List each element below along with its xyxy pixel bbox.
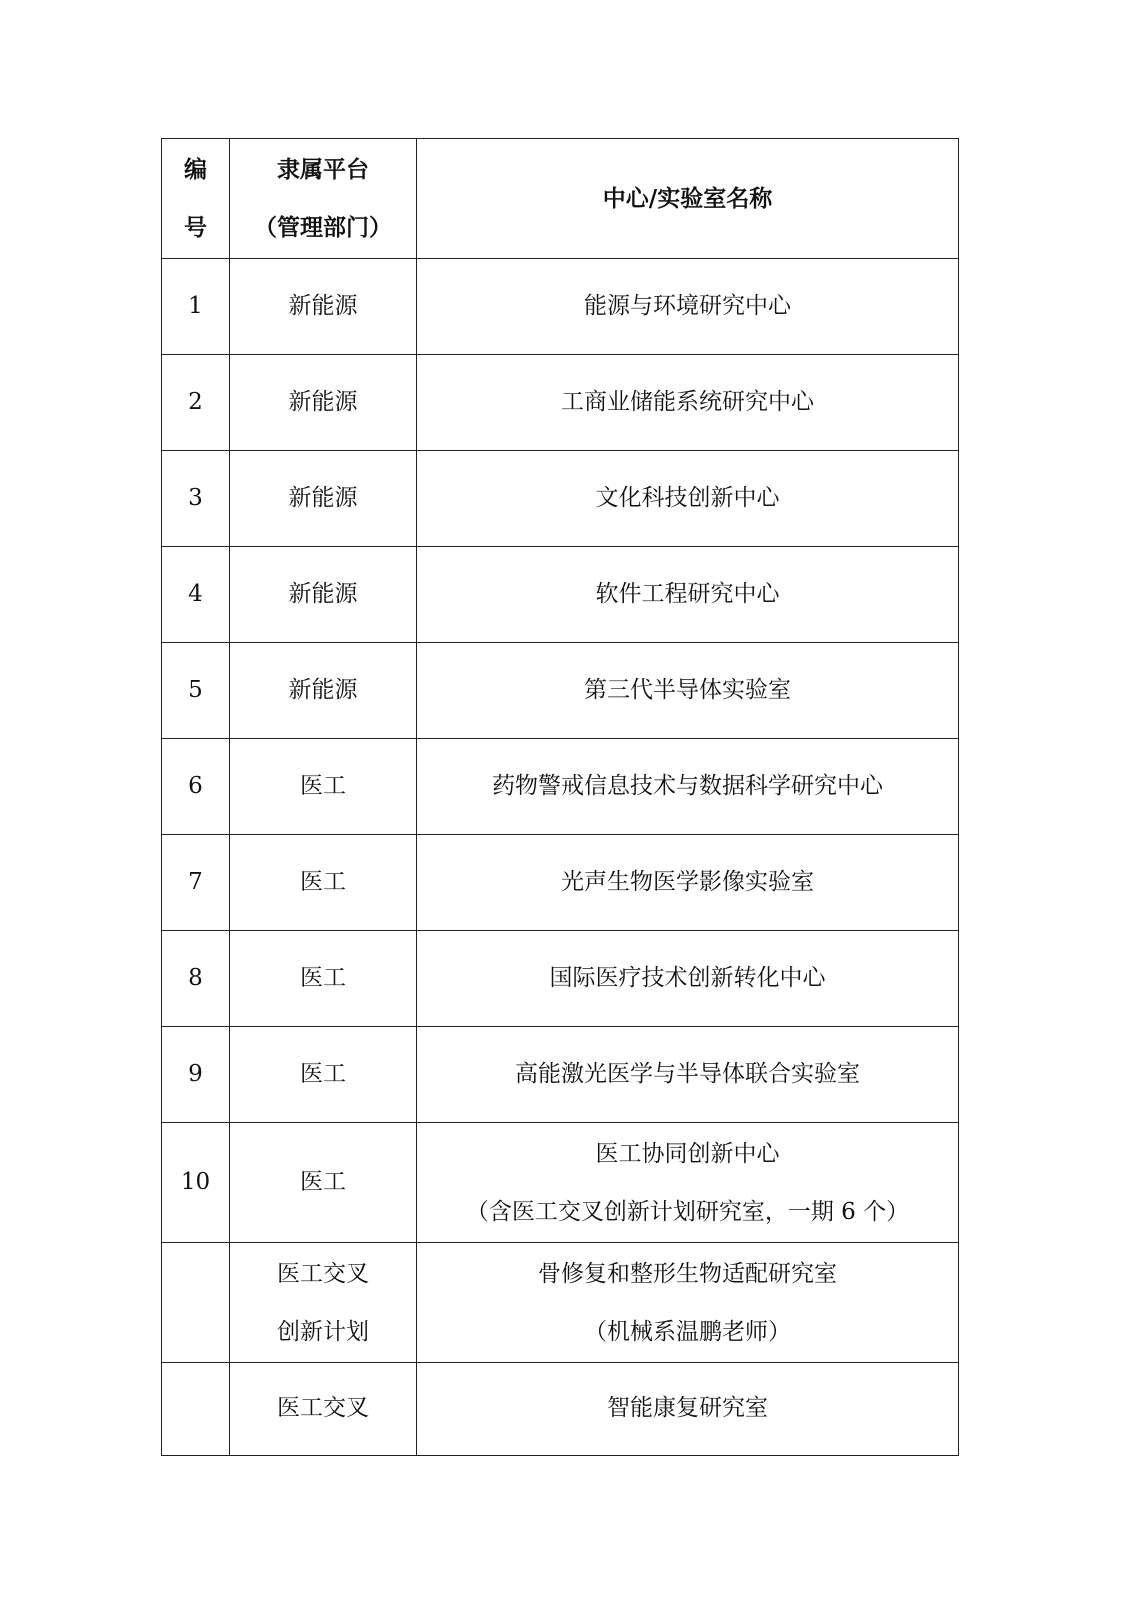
table-row [162, 835, 959, 931]
row-platform: 新能源 [230, 547, 417, 643]
row-number: 2 [162, 355, 230, 451]
row-name: 能源与环境研究中心 [417, 259, 959, 355]
header-number: 编 号 [162, 139, 230, 259]
table-row [162, 1363, 959, 1456]
row-platform: 医工 [230, 931, 417, 1027]
row-name: 软件工程研究中心 [417, 547, 959, 643]
table-row [162, 451, 959, 547]
row-name: 骨修复和整形生物适配研究室 （机械系温鹏老师） [417, 1243, 959, 1363]
row-name: 智能康复研究室 [417, 1363, 959, 1456]
row-platform: 医工 [230, 739, 417, 835]
row-number: 4 [162, 547, 230, 643]
row-number: 6 [162, 739, 230, 835]
table-row [162, 355, 959, 451]
row-number: 5 [162, 643, 230, 739]
table-row [162, 259, 959, 355]
table-row [162, 547, 959, 643]
table-row [162, 1123, 959, 1243]
row-name: 工商业储能系统研究中心 [417, 355, 959, 451]
table-row [162, 931, 959, 1027]
table-row [162, 1027, 959, 1123]
row-name: 医工协同创新中心 （含医工交叉创新计划研究室，一期 6 个） [417, 1123, 959, 1243]
table-header-row [162, 139, 959, 259]
row-name: 文化科技创新中心 [417, 451, 959, 547]
table-row [162, 643, 959, 739]
row-name: 第三代半导体实验室 [417, 643, 959, 739]
row-number: 9 [162, 1027, 230, 1123]
row-number: 8 [162, 931, 230, 1027]
row-name: 国际医疗技术创新转化中心 [417, 931, 959, 1027]
row-platform: 医工交叉 [230, 1363, 417, 1456]
row-name: 药物警戒信息技术与数据科学研究中心 [417, 739, 959, 835]
row-number: 3 [162, 451, 230, 547]
row-platform: 医工 [230, 1027, 417, 1123]
table-row [162, 1243, 959, 1363]
row-number [162, 1243, 230, 1363]
row-platform: 新能源 [230, 643, 417, 739]
row-platform: 医工交叉 创新计划 [230, 1243, 417, 1363]
row-platform: 新能源 [230, 451, 417, 547]
header-name: 中心/实验室名称 [417, 139, 959, 259]
table-row [162, 739, 959, 835]
row-name: 光声生物医学影像实验室 [417, 835, 959, 931]
row-number: 10 [162, 1123, 230, 1243]
row-platform: 医工 [230, 835, 417, 931]
registry-table [161, 138, 959, 1456]
row-platform: 新能源 [230, 259, 417, 355]
row-name: 高能激光医学与半导体联合实验室 [417, 1027, 959, 1123]
row-number: 1 [162, 259, 230, 355]
row-number: 7 [162, 835, 230, 931]
header-platform: 隶属平台 （管理部门） [230, 139, 417, 259]
row-platform: 医工 [230, 1123, 417, 1243]
row-number [162, 1363, 230, 1456]
row-platform: 新能源 [230, 355, 417, 451]
